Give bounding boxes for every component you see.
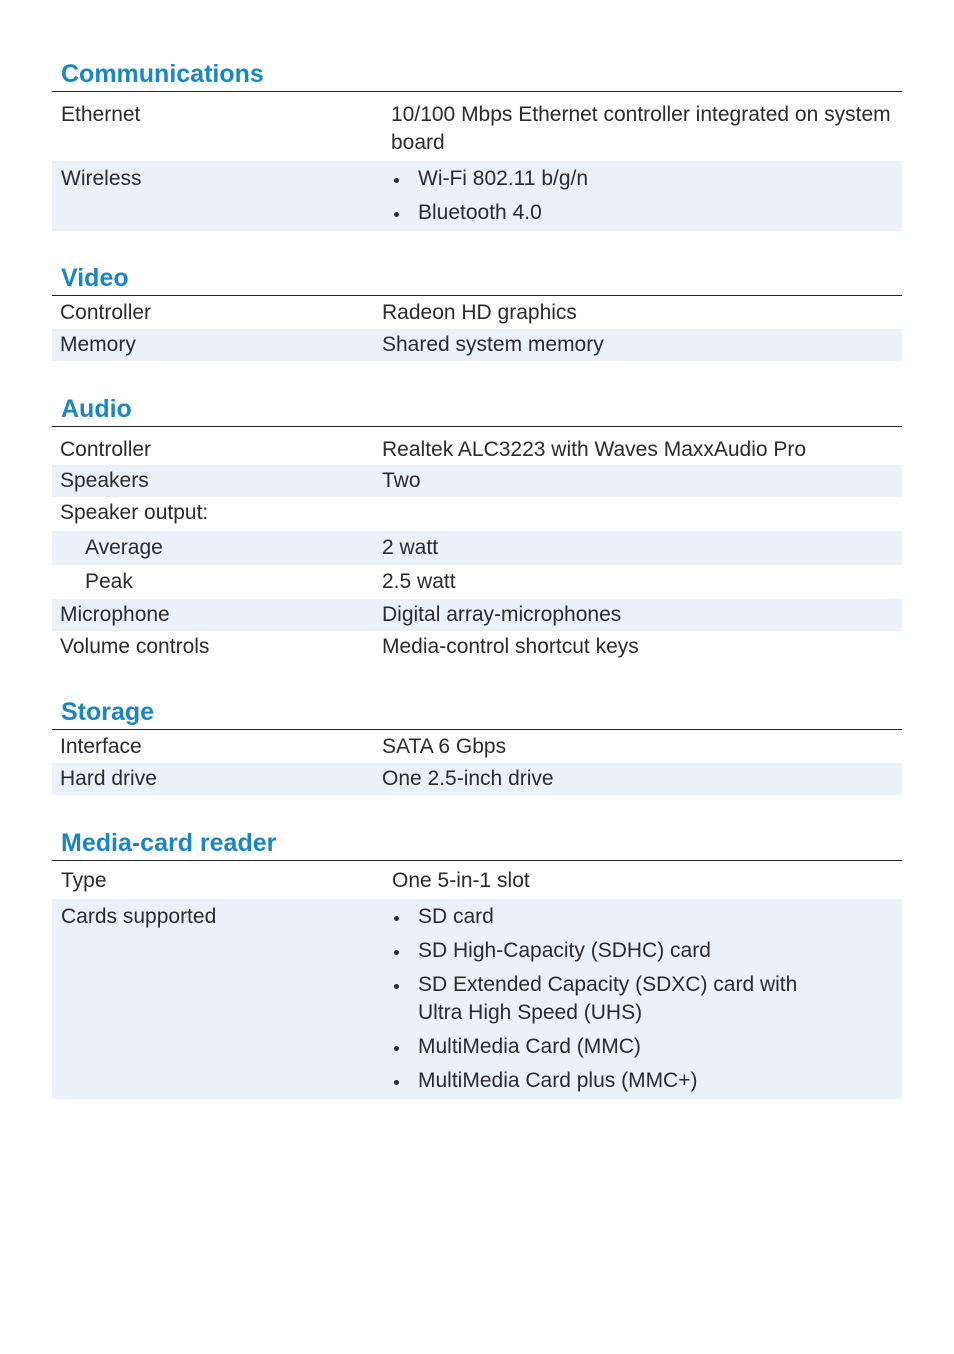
row-value: 2.5 watt bbox=[382, 570, 456, 593]
row-value: One 5-in-1 slot bbox=[392, 869, 530, 892]
list-item: Wi-Fi 802.11 b/g/n bbox=[391, 165, 892, 193]
row-value: Two bbox=[382, 469, 421, 492]
audio-heading: Audio bbox=[52, 391, 902, 427]
table-row bbox=[52, 465, 902, 497]
row-value bbox=[382, 903, 902, 1095]
row-label: Speakers bbox=[60, 469, 149, 492]
table-row bbox=[52, 565, 902, 599]
communications-heading: Communications bbox=[52, 56, 902, 92]
video-section bbox=[52, 260, 902, 361]
row-value: One 2.5-inch drive bbox=[382, 767, 554, 790]
row-value: SATA 6 Gbps bbox=[382, 735, 507, 758]
wireless-list bbox=[391, 165, 892, 227]
row-value: 10/100 Mbps Ethernet controller integrated on system board bbox=[391, 103, 891, 154]
row-label: Memory bbox=[60, 333, 136, 356]
table-row bbox=[52, 599, 902, 631]
cards-list bbox=[391, 903, 892, 1095]
media-card-reader-section bbox=[52, 825, 902, 1099]
row-label: Speaker output: bbox=[60, 501, 209, 524]
row-label: Ethernet bbox=[61, 103, 141, 126]
row-value: Radeon HD graphics bbox=[382, 301, 577, 324]
row-label: Interface bbox=[60, 735, 142, 758]
row-label: Controller bbox=[60, 301, 152, 324]
table-row bbox=[52, 92, 902, 161]
table-row bbox=[52, 899, 902, 1099]
list-item: Bluetooth 4.0 bbox=[391, 199, 892, 227]
media-card-reader-heading: Media-card reader bbox=[52, 825, 902, 861]
table-row bbox=[52, 161, 902, 231]
row-value: 2 watt bbox=[382, 536, 439, 559]
row-label: Controller bbox=[60, 438, 152, 461]
list-item: SD Extended Capacity (SDXC) card with Ultra High Speed (UHS) bbox=[391, 971, 892, 1027]
row-value: Shared system memory bbox=[382, 333, 604, 356]
table-row bbox=[52, 631, 902, 663]
row-label: Cards supported bbox=[61, 905, 217, 928]
table-row bbox=[52, 329, 902, 361]
row-value bbox=[382, 499, 902, 527]
row-value bbox=[382, 165, 902, 227]
table-row bbox=[52, 861, 902, 899]
row-value: Digital array-microphones bbox=[382, 603, 622, 626]
list-item: SD High-Capacity (SDHC) card bbox=[391, 937, 892, 965]
row-label: Type bbox=[61, 869, 107, 892]
table-row bbox=[52, 763, 902, 795]
list-item: MultiMedia Card (MMC) bbox=[391, 1033, 892, 1061]
row-label: Average bbox=[85, 536, 163, 559]
row-value: Realtek ALC3223 with Waves MaxxAudio Pro bbox=[382, 438, 807, 461]
table-row bbox=[52, 427, 902, 465]
row-label: Peak bbox=[85, 570, 133, 593]
table-row bbox=[52, 531, 902, 565]
row-label: Microphone bbox=[60, 603, 170, 626]
list-item: SD card bbox=[391, 903, 892, 931]
table-row bbox=[52, 497, 902, 531]
table-row bbox=[52, 296, 902, 329]
storage-section bbox=[52, 694, 902, 795]
row-value: Media-control shortcut keys bbox=[382, 635, 639, 658]
table-row bbox=[52, 730, 902, 763]
list-item: MultiMedia Card plus (MMC+) bbox=[391, 1067, 892, 1095]
video-heading: Video bbox=[52, 260, 902, 296]
storage-heading: Storage bbox=[52, 694, 902, 730]
row-label: Wireless bbox=[61, 167, 142, 190]
communications-section bbox=[52, 56, 902, 231]
audio-section bbox=[52, 391, 902, 663]
row-label: Hard drive bbox=[60, 767, 157, 790]
row-label: Volume controls bbox=[60, 635, 210, 658]
